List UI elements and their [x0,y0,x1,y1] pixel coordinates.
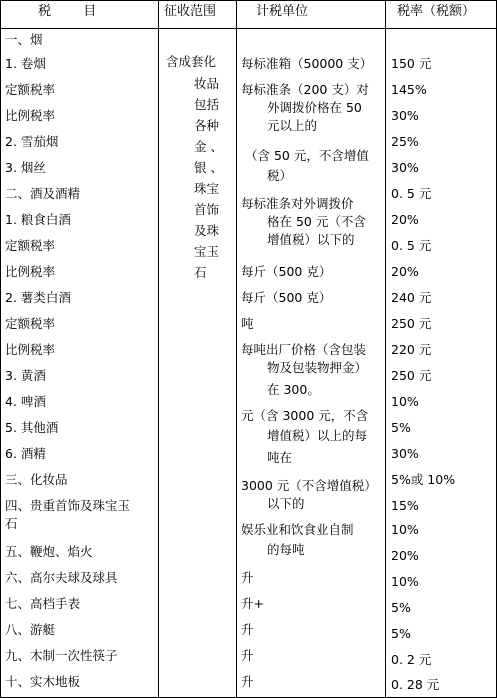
scope-line: 首饰 [194,202,220,217]
column-divider-2 [236,0,237,698]
item-text: 八、游艇 [5,622,56,637]
item-text: 一、烟 [5,32,43,47]
item-text: 比例税率 [5,264,56,279]
rate-value: 10% [391,394,419,409]
unit-line: 外调拨价格在 50 [267,100,362,115]
unit-line: 以下的 [267,496,305,511]
unit-line: 在 300。 [267,382,320,397]
scope-line: 各种 [194,118,220,133]
scope-line: 妆品 [194,76,220,91]
unit-line: 每斤（500 克） [241,290,332,305]
scope-line: 包括 [194,97,220,112]
header-item: 税 目 [38,4,105,19]
item-text: 比例税率 [5,108,56,123]
item-text: 定额税率 [5,316,56,331]
rate-value: 250 元 [391,316,432,331]
rate-value: 0. 5 元 [391,238,432,253]
unit-line: 每标准条对外调拨价 [241,196,354,211]
scope-line: 珠宝 [194,181,220,196]
rate-value: 0. 5 元 [391,186,432,201]
unit-line: 娱乐业和饮食业自制 [241,522,354,537]
rate-value: 10% [391,574,419,589]
item-text: 3. 黄酒 [5,368,46,383]
rate-value: 20% [391,212,419,227]
unit-line: 升 [241,674,254,689]
unit-line: 税） [267,168,293,183]
header-unit: 计税单位 [256,4,309,19]
header-scope: 征收范围 [164,4,217,19]
rate-value: 250 元 [391,368,432,383]
rate-value: 15% [391,498,419,513]
rate-value: 10% [391,522,419,537]
header-rate: 税率（税额） [397,4,476,19]
item-text: 1. 粮食白酒 [5,212,71,227]
rate-value: 30% [391,446,419,461]
item-text: 九、木制一次性筷子 [5,648,118,663]
item-text: 六、高尔夫球及球具 [5,570,118,585]
unit-line: 每斤（500 克） [241,264,332,279]
header-bottom-border [0,28,497,29]
rate-value: 30% [391,108,419,123]
rate-value: 25% [391,134,419,149]
scope-line: 含成套化 [166,54,217,69]
rate-value: 0. 28 元 [391,677,440,692]
table-left-border [0,0,1,698]
item-text: 6. 酒精 [5,446,46,461]
table-top-border [0,0,497,1]
item-text: 定额税率 [5,238,56,253]
unit-line: 每吨出厂价格（含包装 [241,342,367,357]
rate-value: 5% [391,600,411,615]
rate-value: 150 元 [391,56,432,71]
unit-line: 升+ [241,596,264,611]
column-divider-3 [385,0,386,698]
item-text: 2. 雪茄烟 [5,134,59,149]
item-text: 石 [5,516,18,531]
scope-line: 石 [194,265,207,280]
item-text: 3. 烟丝 [5,160,46,175]
item-text: 十、实木地板 [5,674,81,689]
unit-line: 的每吨 [267,542,305,557]
unit-line: 每标准箱（50000 支） [241,56,373,71]
item-text: 四、贵重首饰及珠宝玉 [5,498,131,513]
rate-value: 5% [391,626,411,641]
unit-line: 每标准条（200 支）对 [241,82,369,97]
unit-line: 吨在 [267,450,293,465]
item-text: 2. 薯类白酒 [5,290,71,305]
scope-line: 及珠 [194,223,220,238]
unit-line: 格在 50 元（不含 [267,214,366,229]
unit-line: 吨 [241,316,254,331]
rate-value: 5%或 10% [391,472,456,487]
rate-value: 0. 2 元 [391,652,432,667]
rate-value: 145% [391,82,427,97]
unit-line: （含 50 元，不含增值 [245,148,369,163]
item-text: 比例税率 [5,342,56,357]
scope-line: 宝玉 [194,244,220,259]
scope-line: 银 、 [194,160,223,175]
unit-line: 物及包装物押金） [267,360,368,375]
item-text: 二、酒及酒精 [5,186,81,201]
rate-value: 240 元 [391,290,432,305]
rate-value: 20% [391,548,419,563]
item-text: 七、高档手表 [5,596,81,611]
rate-value: 30% [391,160,419,175]
unit-line: 升 [241,622,254,637]
unit-line: 增值税）以上的每 [267,428,368,443]
scope-line: 金 、 [194,139,223,154]
rate-value: 20% [391,264,419,279]
item-text: 1. 卷烟 [5,56,46,71]
unit-line: 3000 元（不含增值税） [241,478,377,493]
item-text: 4. 啤酒 [5,394,46,409]
rate-value: 220 元 [391,342,432,357]
item-text: 定额税率 [5,82,56,97]
item-text: 三、化妆品 [5,472,68,487]
unit-line: 元以上的 [267,118,318,133]
item-text: 5. 其他酒 [5,420,59,435]
item-text: 五、鞭炮、焰火 [5,544,93,559]
rate-value: 5% [391,420,411,435]
unit-line: 元（含 3000 元，不含 [241,408,369,423]
unit-line: 增值税）以下的 [267,232,355,247]
unit-line: 升 [241,648,254,663]
column-divider-1 [158,0,159,698]
unit-line: 升 [241,570,254,585]
